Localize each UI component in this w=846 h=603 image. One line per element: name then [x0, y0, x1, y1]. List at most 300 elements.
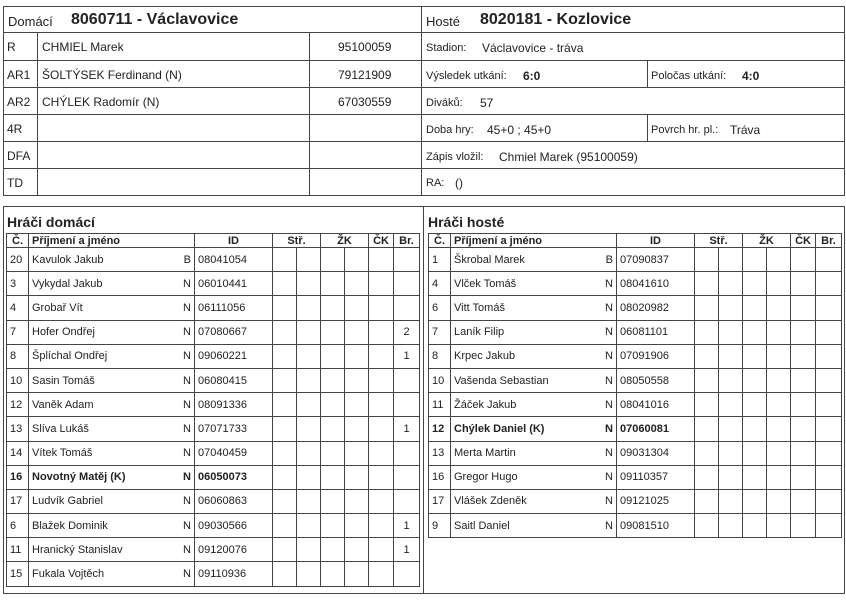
halftime-value: 4:0	[742, 69, 760, 83]
player-number: 7	[7, 320, 29, 344]
player-id: 07071733	[195, 417, 273, 441]
spectators-value: 57	[480, 96, 494, 110]
col-id: ID	[617, 234, 695, 248]
player-row	[7, 320, 420, 344]
stadium-row	[422, 33, 844, 61]
yellow-card-cell	[345, 514, 369, 538]
away-players-table	[428, 233, 842, 538]
player-name: Hranický Stanislav	[29, 538, 164, 562]
substitution-cell	[695, 344, 719, 368]
official-name: ŠOLTÝSEK Ferdinand (N)	[42, 68, 182, 82]
goals-cell	[394, 368, 420, 392]
red-card-cell	[791, 272, 816, 296]
goals-cell	[394, 489, 420, 513]
player-number: 14	[7, 441, 29, 465]
goals-cell	[394, 441, 420, 465]
official-divider	[309, 33, 310, 60]
goals-cell	[394, 393, 420, 417]
goals-cell	[394, 248, 420, 272]
yellow-card-cell	[321, 514, 345, 538]
player-row	[7, 272, 420, 296]
player-row	[7, 296, 420, 320]
player-row	[429, 417, 842, 441]
col-goals: Br.	[816, 234, 842, 248]
player-position: N	[164, 441, 195, 465]
goals-cell: 2	[394, 320, 420, 344]
duration-row	[422, 115, 844, 142]
player-position: N	[164, 344, 195, 368]
player-row	[429, 296, 842, 320]
player-row	[7, 562, 420, 586]
substitution-cell	[719, 248, 743, 272]
official-role: R	[7, 40, 16, 54]
official-divider	[309, 115, 310, 141]
player-position: N	[586, 344, 617, 368]
substitution-cell	[297, 538, 321, 562]
player-position: B	[586, 248, 617, 272]
red-card-cell	[369, 393, 394, 417]
player-id: 06060863	[195, 489, 273, 513]
home-table-header	[7, 234, 420, 248]
player-name: Merta Martin	[451, 441, 586, 465]
duration-label: Doba hry:	[426, 124, 474, 136]
player-id: 09081510	[617, 514, 695, 538]
goals-cell: 1	[394, 514, 420, 538]
yellow-card-cell	[345, 417, 369, 441]
official-divider	[309, 88, 310, 114]
player-number: 16	[429, 465, 451, 489]
red-card-cell	[369, 538, 394, 562]
substitution-cell	[273, 538, 297, 562]
official-role: TD	[7, 176, 23, 190]
official-row	[4, 115, 421, 142]
player-row	[7, 441, 420, 465]
yellow-card-cell	[321, 538, 345, 562]
player-name: Saitl Daniel	[451, 514, 586, 538]
away-label: Hosté	[426, 14, 460, 29]
player-position: N	[586, 368, 617, 392]
red-card-cell	[791, 489, 816, 513]
substitution-cell	[719, 417, 743, 441]
yellow-card-cell	[743, 248, 767, 272]
goals-cell	[816, 489, 842, 513]
ra-label: RA:	[426, 177, 445, 189]
yellow-card-cell	[345, 272, 369, 296]
duration-value: 45+0 ; 45+0	[487, 123, 552, 137]
substitution-cell	[695, 465, 719, 489]
player-number: 7	[429, 320, 451, 344]
player-id: 08041016	[617, 393, 695, 417]
substitution-cell	[719, 393, 743, 417]
goals-cell	[816, 272, 842, 296]
player-id: 09060221	[195, 344, 273, 368]
official-row	[4, 142, 421, 169]
player-number: 20	[7, 248, 29, 272]
yellow-card-cell	[321, 344, 345, 368]
player-id: 08050558	[617, 368, 695, 392]
player-id: 09121025	[617, 489, 695, 513]
official-id: 67030559	[338, 95, 392, 109]
player-id: 08091336	[195, 393, 273, 417]
player-row	[7, 248, 420, 272]
yellow-card-cell	[767, 417, 791, 441]
player-number: 16	[7, 465, 29, 489]
yellow-card-cell	[321, 441, 345, 465]
substitution-cell	[273, 368, 297, 392]
stadium-label: Stadion:	[426, 42, 467, 54]
substitution-cell	[273, 296, 297, 320]
red-card-cell	[369, 562, 394, 586]
player-position: N	[164, 562, 195, 586]
player-number: 6	[429, 296, 451, 320]
substitution-cell	[273, 393, 297, 417]
player-number: 17	[429, 489, 451, 513]
substitution-cell	[297, 465, 321, 489]
official-divider	[37, 33, 38, 60]
official-divider	[37, 115, 38, 141]
substitution-cell	[273, 562, 297, 586]
goals-cell	[816, 344, 842, 368]
player-position: N	[586, 489, 617, 513]
player-position: N	[164, 368, 195, 392]
player-position: B	[164, 248, 195, 272]
player-row	[7, 514, 420, 538]
red-card-cell	[369, 465, 394, 489]
player-name: Vlček Tomáš	[451, 272, 586, 296]
red-card-cell	[369, 272, 394, 296]
yellow-card-cell	[743, 441, 767, 465]
red-card-cell	[369, 441, 394, 465]
col-yellow-card: ŽK	[743, 234, 791, 248]
player-id: 07060081	[617, 417, 695, 441]
yellow-card-cell	[743, 417, 767, 441]
substitution-cell	[695, 296, 719, 320]
red-card-cell	[369, 296, 394, 320]
substitution-cell	[695, 514, 719, 538]
col-number: Č.	[7, 234, 29, 248]
player-position: N	[586, 417, 617, 441]
col-name: Příjmení a jméno	[29, 234, 195, 248]
official-role: DFA	[7, 149, 31, 163]
yellow-card-cell	[767, 441, 791, 465]
yellow-card-cell	[345, 465, 369, 489]
yellow-card-cell	[345, 296, 369, 320]
player-name: Kavulok Jakub	[29, 248, 164, 272]
red-card-cell	[791, 368, 816, 392]
entered-row	[422, 142, 844, 169]
player-id: 07090837	[617, 248, 695, 272]
yellow-card-cell	[767, 296, 791, 320]
player-id: 07080667	[195, 320, 273, 344]
goals-cell: 1	[394, 417, 420, 441]
substitution-cell	[719, 296, 743, 320]
yellow-card-cell	[345, 538, 369, 562]
player-number: 1	[429, 248, 451, 272]
players-divider	[423, 206, 424, 594]
player-id: 07091906	[617, 344, 695, 368]
substitution-cell	[719, 272, 743, 296]
player-position: N	[164, 417, 195, 441]
yellow-card-cell	[743, 320, 767, 344]
substitution-cell	[719, 489, 743, 513]
yellow-card-cell	[345, 248, 369, 272]
player-id: 08020982	[617, 296, 695, 320]
home-header-box	[3, 6, 422, 196]
red-card-cell	[369, 248, 394, 272]
player-number: 8	[429, 344, 451, 368]
away-table-header	[429, 234, 842, 248]
player-position: N	[164, 514, 195, 538]
player-name: Blažek Dominik	[29, 514, 164, 538]
red-card-cell	[791, 344, 816, 368]
player-name: Novotný Matěj (K)	[29, 465, 164, 489]
result-label: Výsledek utkání:	[426, 70, 507, 82]
substitution-cell	[297, 248, 321, 272]
substitution-cell	[297, 441, 321, 465]
official-row	[4, 169, 421, 195]
official-name: CHMIEL Marek	[42, 40, 124, 54]
official-role: AR1	[7, 68, 31, 82]
home-team-name: 8060711 - Václavovice	[71, 11, 239, 28]
red-card-cell	[369, 344, 394, 368]
red-card-cell	[369, 417, 394, 441]
player-position: N	[586, 441, 617, 465]
player-row	[429, 248, 842, 272]
player-id: 08041054	[195, 248, 273, 272]
away-header-box	[421, 6, 845, 196]
entered-label: Zápis vložil:	[426, 151, 484, 163]
yellow-card-cell	[767, 248, 791, 272]
player-number: 17	[7, 489, 29, 513]
player-id: 06080415	[195, 368, 273, 392]
substitution-cell	[273, 465, 297, 489]
player-number: 3	[7, 272, 29, 296]
player-position: N	[586, 514, 617, 538]
goals-cell	[394, 272, 420, 296]
result-divider	[647, 61, 648, 87]
goals-cell: 1	[394, 344, 420, 368]
yellow-card-cell	[345, 489, 369, 513]
player-number: 10	[7, 368, 29, 392]
player-number: 11	[7, 538, 29, 562]
stadium-value: Václavovice - tráva	[482, 41, 584, 55]
player-number: 11	[429, 393, 451, 417]
yellow-card-cell	[743, 393, 767, 417]
goals-cell	[816, 320, 842, 344]
official-divider	[37, 169, 38, 195]
yellow-card-cell	[743, 344, 767, 368]
player-name: Krpec Jakub	[451, 344, 586, 368]
substitution-cell	[273, 441, 297, 465]
red-card-cell	[369, 514, 394, 538]
player-id: 08041610	[617, 272, 695, 296]
duration-divider	[647, 115, 648, 141]
player-position: N	[586, 320, 617, 344]
result-value: 6:0	[523, 69, 541, 83]
official-row	[4, 33, 421, 61]
official-row	[4, 61, 421, 88]
goals-cell	[816, 296, 842, 320]
red-card-cell	[791, 417, 816, 441]
goals-cell	[816, 417, 842, 441]
yellow-card-cell	[767, 344, 791, 368]
substitution-cell	[297, 489, 321, 513]
player-name: Vítek Tomáš	[29, 441, 164, 465]
player-id: 09030566	[195, 514, 273, 538]
yellow-card-cell	[767, 272, 791, 296]
yellow-card-cell	[321, 562, 345, 586]
col-id: ID	[195, 234, 273, 248]
player-number: 9	[429, 514, 451, 538]
substitution-cell	[297, 417, 321, 441]
player-name: Chýlek Daniel (K)	[451, 417, 586, 441]
red-card-cell	[791, 441, 816, 465]
col-name: Příjmení a jméno	[451, 234, 617, 248]
player-name: Hofer Ondřej	[29, 320, 164, 344]
substitution-cell	[719, 465, 743, 489]
player-name: Laník Filip	[451, 320, 586, 344]
player-id: 09120076	[195, 538, 273, 562]
substitution-cell	[297, 296, 321, 320]
substitution-cell	[273, 514, 297, 538]
player-row	[429, 272, 842, 296]
goals-cell	[816, 465, 842, 489]
player-row	[429, 344, 842, 368]
player-name: Vykydal Jakub	[29, 272, 164, 296]
red-card-cell	[791, 465, 816, 489]
substitution-cell	[695, 489, 719, 513]
yellow-card-cell	[321, 320, 345, 344]
yellow-card-cell	[345, 344, 369, 368]
yellow-card-cell	[321, 393, 345, 417]
player-id: 06010441	[195, 272, 273, 296]
halftime-label: Poločas utkání:	[651, 70, 727, 82]
yellow-card-cell	[345, 393, 369, 417]
yellow-card-cell	[767, 489, 791, 513]
player-row	[7, 538, 420, 562]
player-id: 09110357	[617, 465, 695, 489]
player-row	[429, 441, 842, 465]
player-row	[7, 368, 420, 392]
player-position: N	[586, 465, 617, 489]
official-id: 79121909	[338, 68, 392, 82]
official-divider	[309, 61, 310, 87]
yellow-card-cell	[345, 368, 369, 392]
player-number: 12	[7, 393, 29, 417]
red-card-cell	[791, 296, 816, 320]
player-id: 06081101	[617, 320, 695, 344]
player-name: Vašenda Sebastian	[451, 368, 586, 392]
goals-cell	[816, 514, 842, 538]
substitution-cell	[695, 417, 719, 441]
red-card-cell	[791, 248, 816, 272]
player-position: N	[164, 393, 195, 417]
goals-cell	[394, 562, 420, 586]
player-name: Sasin Tomáš	[29, 368, 164, 392]
player-row	[429, 393, 842, 417]
yellow-card-cell	[767, 393, 791, 417]
home-players-title: Hráči domácí	[7, 214, 95, 230]
away-players-title: Hráči hosté	[428, 214, 505, 230]
yellow-card-cell	[321, 465, 345, 489]
player-name: Vlášek Zdeněk	[451, 489, 586, 513]
substitution-cell	[695, 248, 719, 272]
col-goals: Br.	[394, 234, 420, 248]
yellow-card-cell	[767, 465, 791, 489]
yellow-card-cell	[345, 441, 369, 465]
substitution-cell	[695, 368, 719, 392]
substitution-cell	[297, 562, 321, 586]
yellow-card-cell	[743, 296, 767, 320]
col-red-card: ČK	[791, 234, 816, 248]
col-red-card: ČK	[369, 234, 394, 248]
player-name: Gregor Hugo	[451, 465, 586, 489]
player-number: 10	[429, 368, 451, 392]
goals-cell: 1	[394, 538, 420, 562]
col-substitution: Stř.	[695, 234, 743, 248]
player-number: 4	[429, 272, 451, 296]
player-row	[7, 489, 420, 513]
player-position: N	[586, 272, 617, 296]
official-name: CHÝLEK Radomír (N)	[42, 95, 160, 109]
player-id: 06111056	[195, 296, 273, 320]
player-number: 4	[7, 296, 29, 320]
player-name: Grobař Vít	[29, 296, 164, 320]
player-row	[7, 417, 420, 441]
player-number: 8	[7, 344, 29, 368]
player-position: N	[586, 296, 617, 320]
official-row	[4, 88, 421, 115]
official-id: 95100059	[338, 40, 392, 54]
substitution-cell	[695, 441, 719, 465]
substitution-cell	[273, 344, 297, 368]
player-name: Škrobal Marek	[451, 248, 586, 272]
home-team-row	[4, 7, 421, 33]
player-number: 6	[7, 514, 29, 538]
substitution-cell	[695, 272, 719, 296]
col-yellow-card: ŽK	[321, 234, 369, 248]
player-row	[7, 344, 420, 368]
player-name: Fukala Vojtěch	[29, 562, 164, 586]
player-row	[429, 489, 842, 513]
player-position: N	[164, 272, 195, 296]
official-divider	[309, 169, 310, 195]
official-divider	[37, 142, 38, 168]
official-divider	[37, 61, 38, 87]
substitution-cell	[273, 248, 297, 272]
substitution-cell	[297, 393, 321, 417]
official-divider	[37, 88, 38, 114]
player-id: 07040459	[195, 441, 273, 465]
result-row	[422, 61, 844, 88]
yellow-card-cell	[767, 320, 791, 344]
player-row	[429, 320, 842, 344]
yellow-card-cell	[743, 465, 767, 489]
player-name: Žáček Jakub	[451, 393, 586, 417]
goals-cell	[394, 465, 420, 489]
player-row	[429, 465, 842, 489]
player-name: Vaněk Adam	[29, 393, 164, 417]
substitution-cell	[297, 320, 321, 344]
yellow-card-cell	[345, 562, 369, 586]
player-id: 06050073	[195, 465, 273, 489]
substitution-cell	[297, 344, 321, 368]
red-card-cell	[369, 368, 394, 392]
yellow-card-cell	[743, 272, 767, 296]
away-team-row	[422, 7, 844, 33]
substitution-cell	[695, 320, 719, 344]
official-divider	[309, 142, 310, 168]
